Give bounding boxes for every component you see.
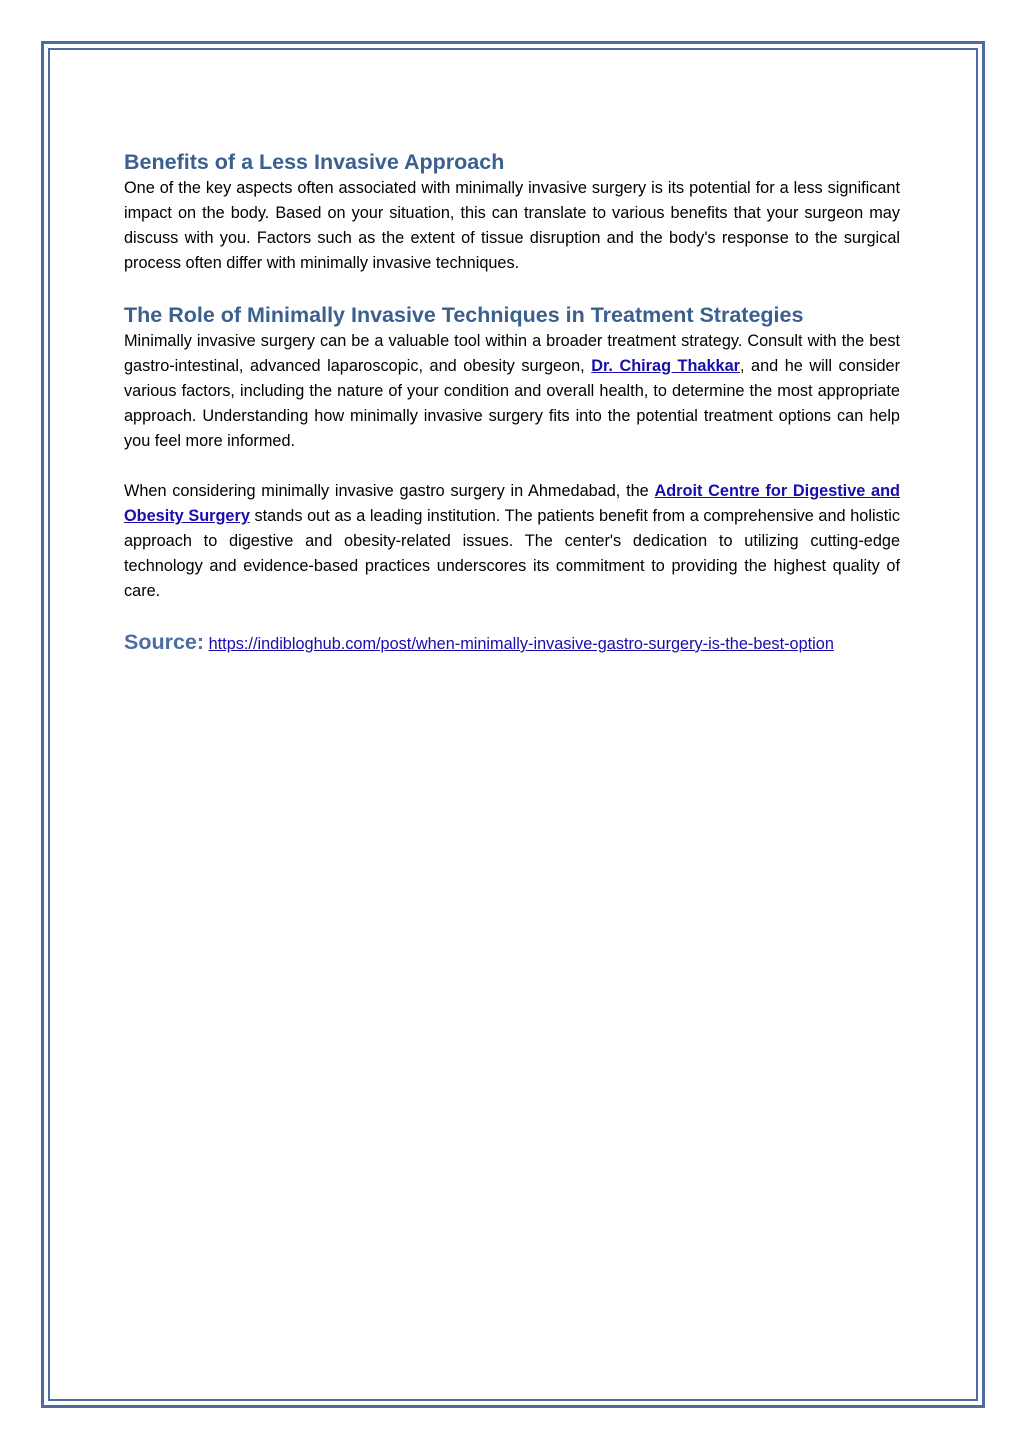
body-text: Minimally invasive surgery can be a valuable tool within a broader treatment strategy. Consult with the best gastro-intestinal, advanced laparoscopic, and obesity surgeon, [124,332,900,375]
link-dr-chirag-thakkar[interactable]: Dr. Chirag Thakkar [591,357,740,375]
document-content [124,148,900,658]
section-heading-role: The Role of Minimally Invasive Techniques in Treatment Strategies [124,303,804,327]
body-text: stands out as a leading institution. The patients benefit from a comprehensive and holistic approach to digestive and obesity-related issues. The center's dedication to utilizing cutting-edge technology and evidence-based practices underscores its commitment to providing the highest quality of care. [124,507,900,600]
body-text: When considering minimally invasive gastro surgery in Ahmedabad, the [124,482,655,500]
section-body-role [124,329,900,454]
link-adroit-centre[interactable]: Adroit Centre for Digestive and Obesity Surgery [124,482,900,525]
section-body-benefits: One of the key aspects often associated with minimally invasive surgery is its potential for a less significant impact on the body. Based on your situation, this can translate to various benefits that your surgeon may discuss with you. Factors such as the extent of tissue disruption and the body's response to the surgical process often differ with minimally invasive techniques. [124,179,900,272]
source-url-link[interactable]: https://indibloghub.com/post/when-minimally-invasive-gastro-surgery-is-the-best-option [208,635,834,653]
section-body-adroit [124,479,900,604]
section-heading-benefits: Benefits of a Less Invasive Approach [124,150,505,174]
source-label: Source: [124,630,205,654]
body-text: , and he will consider various factors, including the nature of your condition and overall health, to determine the most appropriate approach. Understanding how minimally invasive surgery fits into the potential treatment options can help you feel more informed. [124,357,900,450]
source-line [124,628,900,658]
